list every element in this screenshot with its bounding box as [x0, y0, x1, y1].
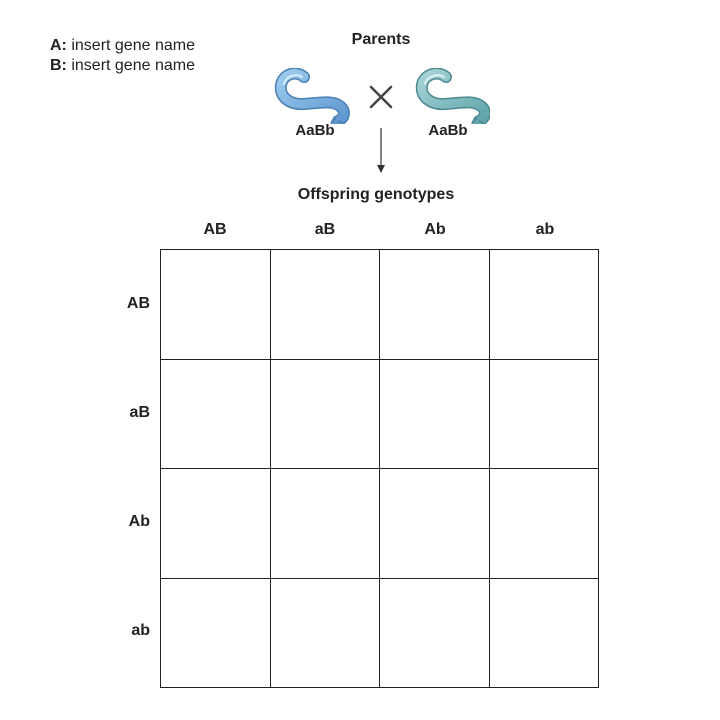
row-header-ab-upper: AB [126, 295, 150, 312]
down-arrow-icon [374, 128, 388, 174]
gene-legend [50, 36, 195, 76]
parents-title: Parents [351, 31, 411, 48]
row-header-ab-lower: ab [131, 622, 150, 639]
legend-key-b: B: [50, 57, 67, 74]
parent-genotype-right: AaBb [428, 122, 468, 139]
punnett-square [160, 249, 599, 688]
worm-icon [274, 68, 354, 124]
punnett-cell [380, 469, 490, 579]
offspring-title: Offspring genotypes [297, 186, 455, 203]
punnett-cell [161, 469, 271, 579]
cross-icon [368, 84, 394, 110]
legend-text-a: insert gene name [66, 37, 195, 54]
punnett-cell [161, 579, 271, 689]
column-header-ab-lower: ab [535, 221, 555, 238]
column-header-ab-mixed: aB [314, 221, 336, 238]
punnett-cell [271, 250, 381, 360]
punnett-cell [490, 250, 600, 360]
punnett-cell [490, 360, 600, 470]
row-header-ab-mixed: aB [129, 404, 150, 421]
punnett-cell [271, 360, 381, 470]
legend-text-b: insert gene name [66, 57, 195, 74]
punnett-cell [380, 250, 490, 360]
legend-row-a [50, 36, 195, 56]
column-header-ab-mixed2: Ab [424, 221, 446, 238]
legend-row-b [50, 56, 195, 76]
worm-icon [410, 68, 490, 124]
parent-genotype-left: AaBb [295, 122, 335, 139]
punnett-cell [271, 579, 381, 689]
legend-key-a: A: [50, 37, 67, 54]
punnett-cell [380, 360, 490, 470]
column-header-ab-upper: AB [203, 221, 227, 238]
punnett-cell [490, 469, 600, 579]
row-header-ab-mixed2: Ab [128, 513, 150, 530]
punnett-cell [161, 250, 271, 360]
punnett-cell [271, 469, 381, 579]
punnett-cell [161, 360, 271, 470]
punnett-cell [490, 579, 600, 689]
punnett-cell [380, 579, 490, 689]
